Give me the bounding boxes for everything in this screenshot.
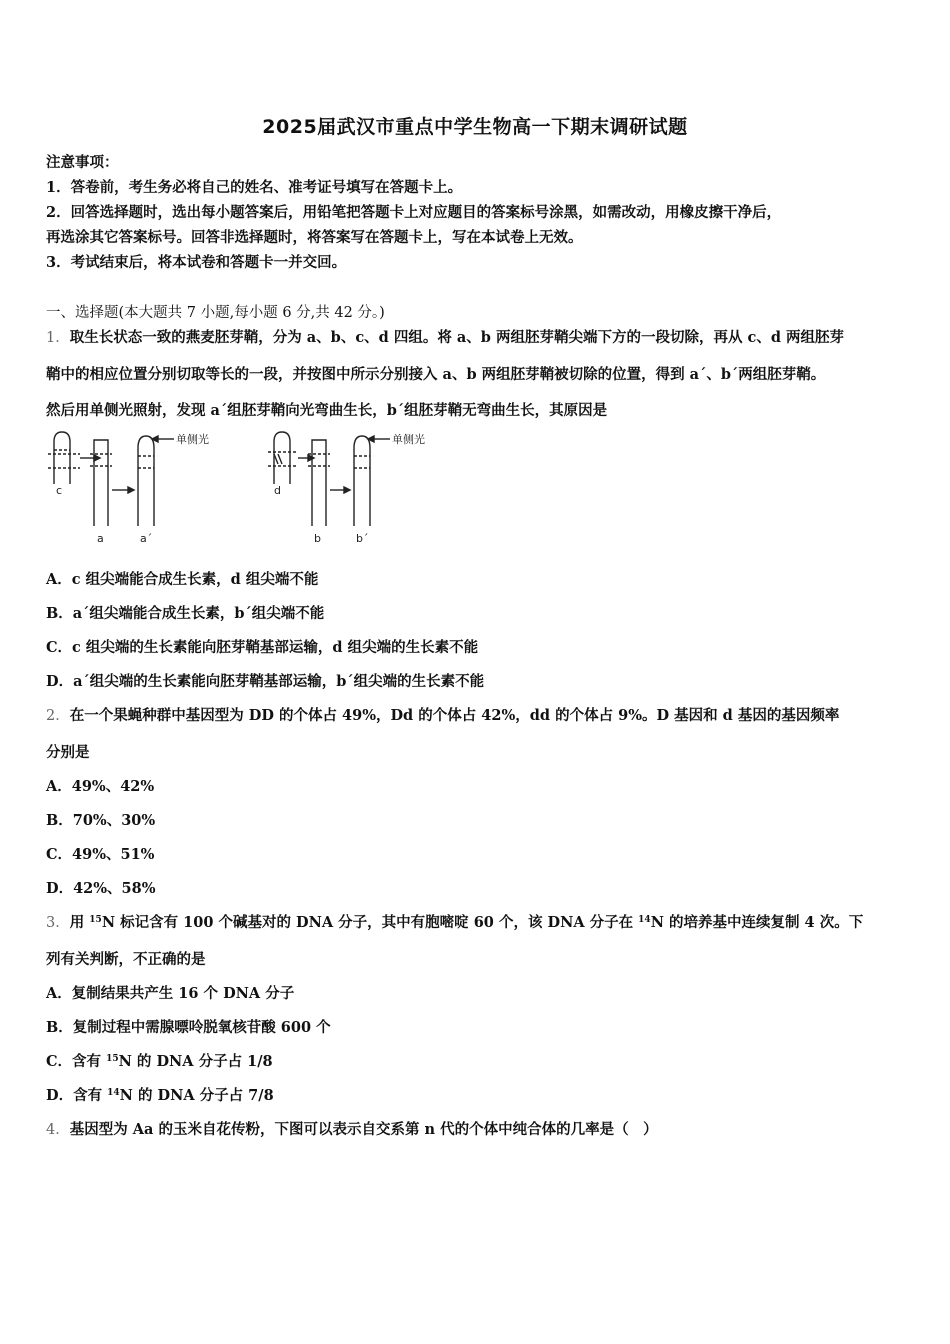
question-number: 2．	[46, 708, 70, 724]
coleoptile-figure	[46, 430, 456, 554]
coleoptile-diagram	[46, 430, 456, 550]
section-heading: 一、选择题(本大题共 7 小题,每小题 6 分,共 42 分。)	[46, 305, 385, 321]
q2-option-b: B．70%、30%	[46, 812, 156, 829]
notice-heading: 注意事项：	[46, 154, 119, 171]
q2-option-a: A．49%、42%	[46, 778, 155, 795]
notice-item: 1．答卷前，考生务必将自己的姓名、准考证号填写在答题卡上。	[46, 179, 463, 196]
q2-option-c: C．49%、51%	[46, 846, 155, 863]
question-2-line: 分别是	[46, 744, 90, 761]
q1-option-b: B．a´组尖端能合成生长素，b´组尖端不能	[46, 605, 325, 622]
notice-item: 2．回答选择题时，选出每小题答案后，用铅笔把答题卡上对应题目的答案标号涂黑，如需改动，用橡皮擦干净后，	[46, 204, 782, 221]
question-2-line: 2．在一个果蝇种群中基因型为 DD 的个体占 49%，Dd 的个体占 42%，dd 的个体占 9%。D 基因和 d 基因的基因频率	[46, 707, 840, 724]
question-1-line: 鞘中的相应位置分别切取等长的一段，并按图中所示分别接入 a、b 两组胚芽鞘被切除的位置，得到 a´、b´两组胚芽鞘。	[46, 366, 826, 383]
label-a: a	[97, 532, 104, 545]
question-3-line: 3．用 $^{15}$N 标记含有 100 个碱基对的 DNA 分子，其中有胞嘧啶 60 个，该 DNA 分子在 $^{14}$N 的培养基中连续复制 4 次。下	[46, 914, 864, 931]
question-1-line: 然后用单侧光照射，发现 a´组胚芽鞘向光弯曲生长，b´组胚芽鞘无弯曲生长，其原因是	[46, 402, 608, 419]
label-d: d	[274, 484, 281, 497]
q1-option-d: D．a´组尖端的生长素能向胚芽鞘基部运输，b´组尖端的生长素不能	[46, 673, 485, 690]
question-number: 4．	[46, 1122, 70, 1138]
question-1-line: 1．取生长状态一致的燕麦胚芽鞘，分为 a、b、c、d 四组。将 a、b 两组胚芽鞘尖端下方的一段切除，再从 c、d 两组胚芽	[46, 329, 845, 346]
q3-option-b: B．复制过程中需腺嘌呤脱氧核苷酸 600 个	[46, 1019, 331, 1036]
light-label: 单侧光	[176, 433, 209, 446]
q3-option-a: A．复制结果共产生 16 个 DNA 分子	[46, 985, 295, 1002]
question-4-line: 4．基因型为 Aa 的玉米自花传粉，下图可以表示自交系第 n 代的个体中纯合体的几率是（ ）	[46, 1121, 658, 1138]
question-number: 1．	[46, 330, 70, 346]
label-c: c	[56, 484, 63, 497]
q1-option-a: A．c 组尖端能合成生长素，d 组尖端不能	[46, 571, 319, 588]
page-title: 2025届武汉市重点中学生物高一下期末调研试题	[262, 116, 688, 138]
question-number: 3．	[46, 915, 70, 931]
notice-item: 3．考试结束后，将本试卷和答题卡一并交回。	[46, 254, 347, 271]
q3-option-d: D．含有 $^{14}$N 的 DNA 分子占 7/8	[46, 1087, 274, 1104]
notice-item: 再选涂其它答案标号。回答非选择题时，将答案写在答题卡上，写在本试卷上无效。	[46, 229, 583, 246]
question-3-line: 列有关判断，不正确的是	[46, 951, 206, 968]
label-b-prime: b´	[356, 532, 369, 545]
label-a-prime: a´	[140, 532, 153, 545]
light-label: 单侧光	[392, 433, 425, 446]
q2-option-d: D．42%、58%	[46, 880, 156, 897]
label-b: b	[314, 532, 321, 545]
q3-option-c: C．含有 $^{15}$N 的 DNA 分子占 1/8	[46, 1053, 273, 1070]
q1-option-c: C．c 组尖端的生长素能向胚芽鞘基部运输，d 组尖端的生长素不能	[46, 639, 479, 656]
